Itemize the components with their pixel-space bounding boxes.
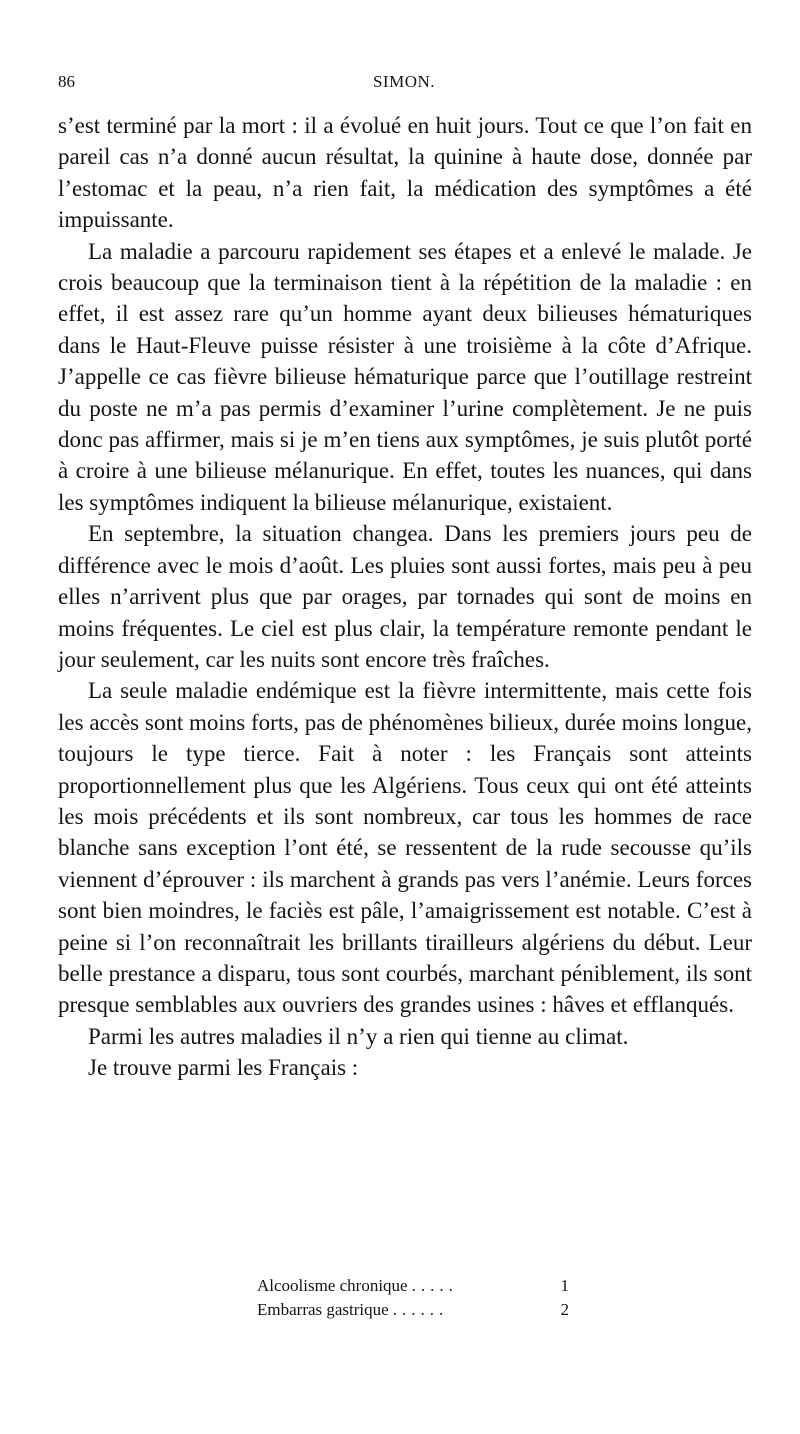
body-text — [58, 110, 752, 1084]
table-row — [257, 1274, 569, 1298]
page-header — [58, 72, 750, 98]
case-count: 1 — [560, 1276, 569, 1295]
paragraph-6: Je trouve parmi les Français : — [88, 1055, 359, 1081]
leader-dots: ..... — [411, 1276, 458, 1295]
paragraph-2: La maladie a parcouru rapidement ses étapes et a enlevé le malade. Je crois beaucoup que la terminaison tient à la répétition de la maladie : en effet, il est assez rare qu’un homme ayant deux bilieuses hématuriques dans le Haut-Fleuve puisse résister à une troisième à la côte d’Afrique. J’appelle ce cas fièvre bilieuse hématurique parce que l’outillage restreint du poste ne m’a pas permis d’examiner l’urine complètement. Je ne puis donc pas affirmer, mais si je m’en tiens aux symptômes, je suis plutôt porté à croire à une bilieuse mélanurique. En effet, toutes les nuances, qui dans les symptômes indiquent la bilieuse mélanurique, existaient. — [58, 238, 752, 515]
running-head: SIMON. — [372, 72, 436, 91]
page-number: 86 — [58, 72, 75, 91]
paragraph-1: s’est terminé par la mort : il a évolué en huit jours. Tout ce que l’on fait en pareil cas n’a donné aucun résultat, la quinine à haute dose, donnée par l’estomac et la peau, n’a rien fait, la médication des symptômes a été impuissante. — [58, 113, 752, 233]
disease-count-table — [257, 1274, 569, 1322]
paragraph-3: En septembre, la situation changea. Dans les premiers jours peu de différence avec le mois d’août. Les pluies sont aussi fortes, mais peu à peu elles n’arrivent plus que par orages, par tornades qui sont de moins en moins fréquentes. Le ciel est plus clair, la température remonte pendant le jour seulement, car les nuits sont encore très fraîches. — [58, 521, 752, 672]
disease-label: Embarras gastrique — [257, 1300, 389, 1319]
table-row — [257, 1298, 569, 1322]
paragraph-5: Parmi les autres maladies il n’y a rien qui tienne au climat. — [88, 1023, 629, 1049]
case-count: 2 — [560, 1300, 569, 1319]
leader-dots: ...... — [392, 1300, 449, 1319]
paragraph-4: La seule maladie endémique est la fièvre intermittente, mais cette fois les accès sont moins forts, pas de phénomènes bilieux, durée moins longue, toujours le type tierce. Fait à noter : les Français sont atteints proportionnellement plus que les Algériens. Tous ceux qui ont été atteints les mois précédents et ils sont nombreux, car tous les hommes de race blanche sans exception l’ont été, se ressentent de la rude secousse qu’ils viennent d’éprouver : ils marchent à grands pas vers l’anémie. Leurs forces sont bien moindres, le faciès est pâle, l’amaigrissement est notable. C’est à peine si l’on reconnaîtrait les brillants tirailleurs algériens du début. Leur belle prestance a disparu, tous sont courbés, marchant péniblement, ils sont presque semblables aux ouvriers des grandes usines : hâves et efflanqués. — [58, 678, 752, 1018]
disease-label: Alcoolisme chronique — [257, 1276, 408, 1295]
